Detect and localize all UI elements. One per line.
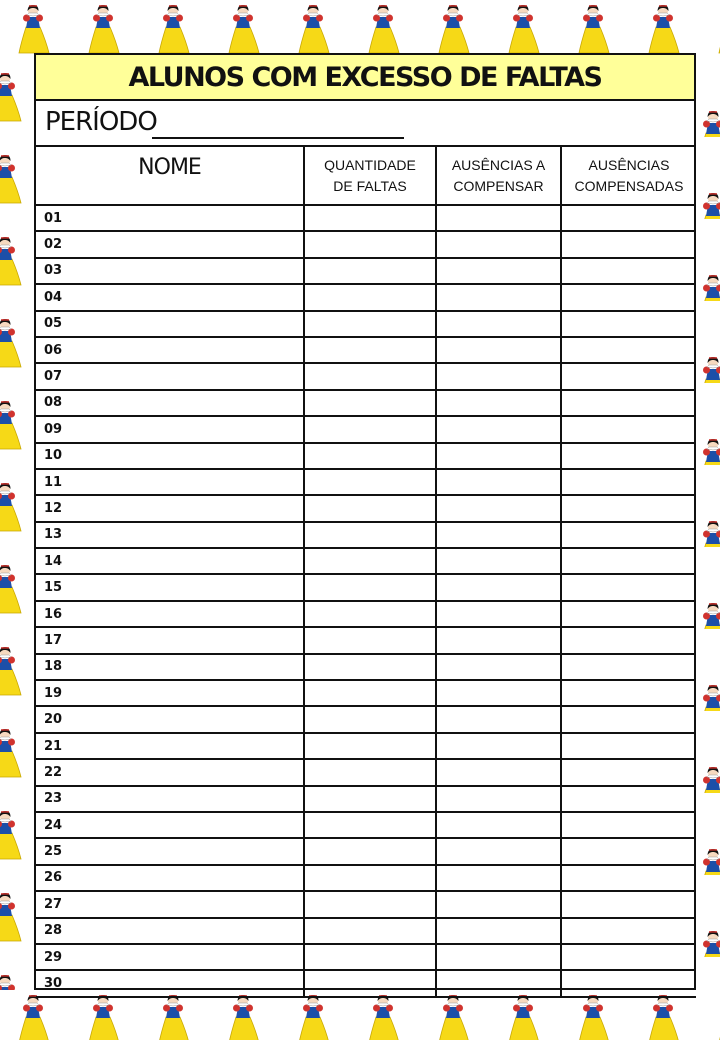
cell-to-compensate[interactable] — [436, 574, 561, 600]
cell-compensated[interactable] — [561, 706, 696, 732]
cell-compensated[interactable] — [561, 654, 696, 680]
row-number: 06 — [36, 337, 304, 363]
row-number: 17 — [36, 627, 304, 653]
row-number: 01 — [36, 205, 304, 231]
row-number: 16 — [36, 601, 304, 627]
table-row — [36, 865, 696, 891]
cell-quantity[interactable] — [304, 522, 436, 548]
cell-to-compensate[interactable] — [436, 258, 561, 284]
period-input-line[interactable] — [152, 137, 404, 139]
cell-quantity[interactable] — [304, 891, 436, 917]
table-row — [36, 733, 696, 759]
table-row — [36, 363, 696, 389]
table-row — [36, 759, 696, 785]
table-row — [36, 495, 696, 521]
table-row — [36, 838, 696, 864]
row-number: 14 — [36, 548, 304, 574]
cell-compensated[interactable] — [561, 495, 696, 521]
table-row — [36, 786, 696, 812]
sheet-title: ALUNOS COM EXCESSO DE FALTAS — [128, 61, 602, 93]
cell-compensated[interactable] — [561, 416, 696, 442]
cell-quantity[interactable] — [304, 733, 436, 759]
cell-compensated[interactable] — [561, 838, 696, 864]
cell-quantity[interactable] — [304, 654, 436, 680]
row-number: 30 — [36, 970, 304, 996]
cell-quantity[interactable] — [304, 443, 436, 469]
cell-compensated[interactable] — [561, 812, 696, 838]
cell-compensated[interactable] — [561, 284, 696, 310]
cell-compensated[interactable] — [561, 337, 696, 363]
row-number: 26 — [36, 865, 304, 891]
header-quantity — [304, 146, 436, 205]
decorative-border-top — [0, 0, 720, 55]
cell-compensated[interactable] — [561, 970, 696, 996]
row-number: 08 — [36, 390, 304, 416]
table-row — [36, 970, 696, 996]
decorative-border-left — [0, 55, 34, 990]
table-row — [36, 944, 696, 970]
table-row — [36, 706, 696, 732]
row-number: 02 — [36, 231, 304, 257]
cell-to-compensate[interactable] — [436, 680, 561, 706]
header-quantity-line1: QUANTIDADE — [324, 156, 416, 173]
cell-to-compensate[interactable] — [436, 601, 561, 627]
attendance-sheet — [34, 53, 696, 990]
cell-quantity[interactable] — [304, 258, 436, 284]
row-number: 19 — [36, 680, 304, 706]
period-label: PERÍODO — [45, 107, 157, 137]
cell-to-compensate[interactable] — [436, 548, 561, 574]
cell-quantity[interactable] — [304, 706, 436, 732]
header-to-compensate-line1: AUSÊNCIAS A — [451, 156, 546, 173]
cell-compensated[interactable] — [561, 390, 696, 416]
cell-to-compensate[interactable] — [436, 786, 561, 812]
table-row — [36, 601, 696, 627]
cell-quantity[interactable] — [304, 337, 436, 363]
table-row — [36, 443, 696, 469]
cell-compensated[interactable] — [561, 680, 696, 706]
cell-compensated[interactable] — [561, 759, 696, 785]
cell-to-compensate[interactable] — [436, 443, 561, 469]
snow-white-princess-icon — [696, 55, 720, 990]
cell-to-compensate[interactable] — [436, 918, 561, 944]
cell-quantity[interactable] — [304, 786, 436, 812]
cell-to-compensate[interactable] — [436, 812, 561, 838]
row-number: 11 — [36, 469, 304, 495]
decorative-border-right — [696, 55, 720, 990]
cell-compensated[interactable] — [561, 443, 696, 469]
table-row — [36, 416, 696, 442]
row-number: 13 — [36, 522, 304, 548]
cell-to-compensate[interactable] — [436, 865, 561, 891]
cell-quantity[interactable] — [304, 680, 436, 706]
cell-quantity[interactable] — [304, 812, 436, 838]
cell-quantity[interactable] — [304, 363, 436, 389]
table-row — [36, 680, 696, 706]
row-number: 03 — [36, 258, 304, 284]
row-number: 27 — [36, 891, 304, 917]
row-number: 22 — [36, 759, 304, 785]
header-compensated — [561, 146, 696, 205]
cell-to-compensate[interactable] — [436, 311, 561, 337]
cell-quantity[interactable] — [304, 205, 436, 231]
cell-to-compensate[interactable] — [436, 733, 561, 759]
cell-compensated[interactable] — [561, 627, 696, 653]
table-header-row — [36, 146, 696, 205]
cell-quantity[interactable] — [304, 944, 436, 970]
table-row — [36, 337, 696, 363]
header-to-compensate — [436, 146, 561, 205]
table-row — [36, 390, 696, 416]
cell-quantity[interactable] — [304, 495, 436, 521]
cell-compensated[interactable] — [561, 865, 696, 891]
cell-to-compensate[interactable] — [436, 944, 561, 970]
header-name: NOME — [36, 146, 304, 205]
period-row — [36, 101, 694, 147]
cell-quantity[interactable] — [304, 231, 436, 257]
cell-to-compensate[interactable] — [436, 891, 561, 917]
cell-quantity[interactable] — [304, 390, 436, 416]
cell-quantity[interactable] — [304, 918, 436, 944]
title-bar — [36, 55, 694, 101]
cell-quantity[interactable] — [304, 548, 436, 574]
header-quantity-line2: DE FALTAS — [333, 177, 407, 194]
cell-compensated[interactable] — [561, 522, 696, 548]
cell-compensated[interactable] — [561, 258, 696, 284]
cell-to-compensate[interactable] — [436, 416, 561, 442]
cell-compensated[interactable] — [561, 918, 696, 944]
cell-quantity[interactable] — [304, 865, 436, 891]
cell-to-compensate[interactable] — [436, 759, 561, 785]
row-number: 18 — [36, 654, 304, 680]
cell-compensated[interactable] — [561, 574, 696, 600]
row-number: 09 — [36, 416, 304, 442]
row-number: 15 — [36, 574, 304, 600]
cell-compensated[interactable] — [561, 786, 696, 812]
cell-quantity[interactable] — [304, 311, 436, 337]
table-row — [36, 654, 696, 680]
cell-quantity[interactable] — [304, 469, 436, 495]
row-number: 21 — [36, 733, 304, 759]
table-row — [36, 284, 696, 310]
cell-quantity[interactable] — [304, 416, 436, 442]
row-number: 20 — [36, 706, 304, 732]
row-number: 12 — [36, 495, 304, 521]
cell-to-compensate[interactable] — [436, 654, 561, 680]
cell-to-compensate[interactable] — [436, 495, 561, 521]
table-row — [36, 231, 696, 257]
cell-compensated[interactable] — [561, 944, 696, 970]
table-row — [36, 311, 696, 337]
cell-compensated[interactable] — [561, 548, 696, 574]
cell-compensated[interactable] — [561, 891, 696, 917]
table-row — [36, 812, 696, 838]
cell-compensated[interactable] — [561, 231, 696, 257]
row-number: 05 — [36, 311, 304, 337]
snow-white-princess-icon — [0, 0, 720, 55]
row-number: 24 — [36, 812, 304, 838]
cell-compensated[interactable] — [561, 469, 696, 495]
cell-to-compensate[interactable] — [436, 231, 561, 257]
row-number: 23 — [36, 786, 304, 812]
cell-compensated[interactable] — [561, 205, 696, 231]
cell-to-compensate[interactable] — [436, 469, 561, 495]
cell-quantity[interactable] — [304, 601, 436, 627]
row-number: 10 — [36, 443, 304, 469]
row-number: 28 — [36, 918, 304, 944]
table-row — [36, 891, 696, 917]
table-row — [36, 258, 696, 284]
table-row — [36, 627, 696, 653]
table-row — [36, 918, 696, 944]
table-row — [36, 574, 696, 600]
cell-quantity[interactable] — [304, 574, 436, 600]
cell-to-compensate[interactable] — [436, 970, 561, 996]
cell-to-compensate[interactable] — [436, 337, 561, 363]
cell-to-compensate[interactable] — [436, 838, 561, 864]
cell-to-compensate[interactable] — [436, 627, 561, 653]
cell-to-compensate[interactable] — [436, 522, 561, 548]
cell-quantity[interactable] — [304, 970, 436, 996]
row-number: 29 — [36, 944, 304, 970]
cell-quantity[interactable] — [304, 627, 436, 653]
cell-quantity[interactable] — [304, 838, 436, 864]
cell-quantity[interactable] — [304, 759, 436, 785]
cell-to-compensate[interactable] — [436, 706, 561, 732]
cell-compensated[interactable] — [561, 601, 696, 627]
cell-to-compensate[interactable] — [436, 284, 561, 310]
header-compensated-line2: COMPENSADAS — [574, 177, 684, 194]
row-number: 25 — [36, 838, 304, 864]
cell-to-compensate[interactable] — [436, 205, 561, 231]
table-row — [36, 469, 696, 495]
table-row — [36, 205, 696, 231]
cell-compensated[interactable] — [561, 733, 696, 759]
cell-compensated[interactable] — [561, 311, 696, 337]
cell-compensated[interactable] — [561, 363, 696, 389]
table-row — [36, 522, 696, 548]
cell-to-compensate[interactable] — [436, 390, 561, 416]
cell-to-compensate[interactable] — [436, 363, 561, 389]
row-number: 07 — [36, 363, 304, 389]
row-number: 04 — [36, 284, 304, 310]
header-compensated-line1: AUSÊNCIAS — [588, 156, 670, 173]
absences-table — [36, 145, 696, 998]
header-to-compensate-line2: COMPENSAR — [453, 177, 544, 194]
table-row — [36, 548, 696, 574]
snow-white-princess-icon — [0, 55, 34, 990]
cell-quantity[interactable] — [304, 284, 436, 310]
